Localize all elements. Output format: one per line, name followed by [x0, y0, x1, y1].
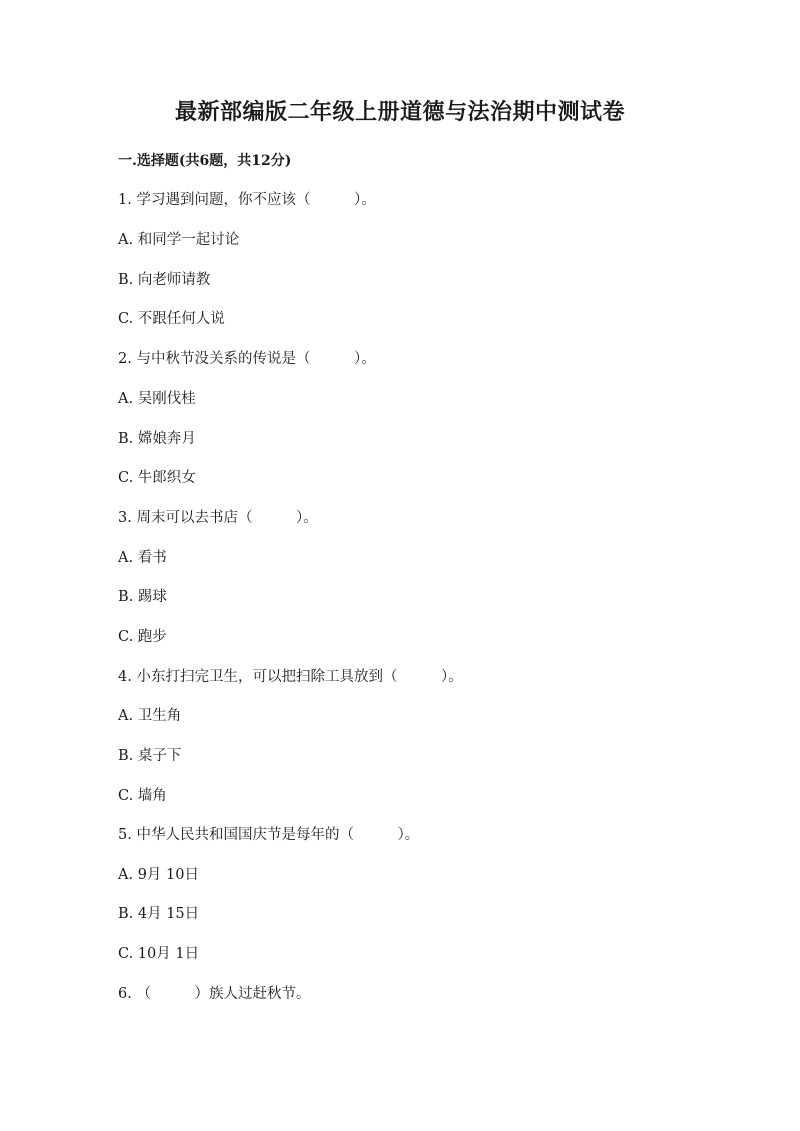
section-heading: 一.选择题(共6题，共12分) — [118, 153, 292, 169]
question-1-option-a: A. 和同学一起讨论 — [118, 232, 240, 248]
question-3-stem: 3. 周末可以去书店（ ）。 — [118, 510, 318, 526]
question-5-option-c: C. 10月 1日 — [118, 946, 200, 962]
question-1-option-c: C. 不跟任何人说 — [118, 311, 225, 327]
question-3-option-b: B. 踢球 — [118, 589, 167, 605]
question-5-option-a: A. 9月 10日 — [118, 867, 199, 883]
question-3-option-c: C. 跑步 — [118, 629, 167, 645]
question-5-option-b: B. 4月 15日 — [118, 906, 200, 922]
question-4-option-b: B. 桌子下 — [118, 748, 182, 764]
question-2-option-c: C. 牛郎织女 — [118, 470, 196, 486]
question-2-option-b: B. 嫦娘奔月 — [118, 431, 196, 447]
question-6-stem: 6. （ ）族人过赶秋节。 — [118, 986, 311, 1002]
question-5-stem: 5. 中华人民共和国国庆节是每年的（ ）。 — [118, 827, 420, 843]
question-3-option-a: A. 看书 — [118, 550, 167, 566]
question-4-stem: 4. 小东打扫完卫生，可以把扫除工具放到（ ）。 — [118, 669, 463, 685]
question-2-stem: 2. 与中秋节没关系的传说是（ ）。 — [118, 351, 376, 367]
question-1-option-b: B. 向老师请教 — [118, 272, 211, 288]
question-4-option-c: C. 墙角 — [118, 788, 167, 804]
exam-title: 最新部编版二年级上册道德与法治期中测试卷 — [174, 99, 625, 125]
question-4-option-a: A. 卫生角 — [118, 708, 182, 724]
question-2-option-a: A. 吴刚伐桂 — [118, 391, 196, 407]
question-1-stem: 1. 学习遇到问题，你不应该（ ）。 — [118, 192, 376, 208]
